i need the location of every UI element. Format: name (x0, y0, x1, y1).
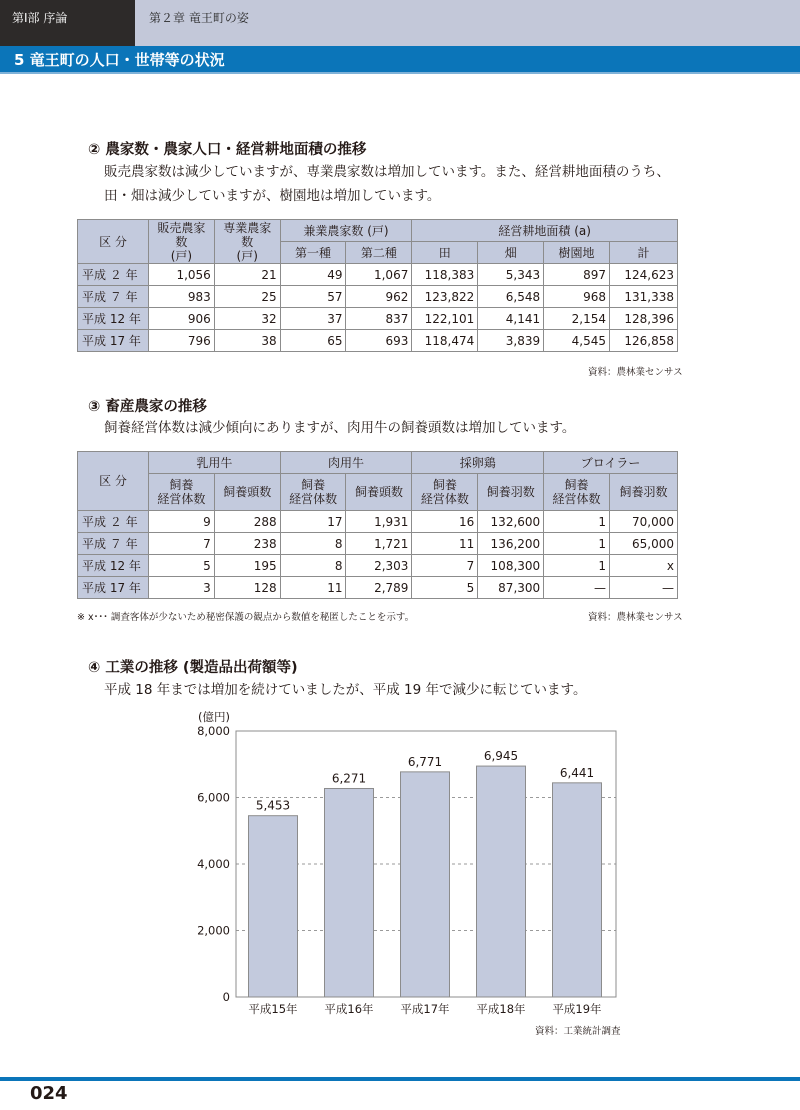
table-row (78, 264, 678, 286)
section-title: 5 竜王町の人口・世帯等の状況 (14, 51, 225, 69)
th-parttime-farms: 兼業農家数 (戸) (280, 220, 412, 242)
cell: 1,931 (346, 511, 412, 533)
th-category: 区 分 (78, 220, 149, 264)
cell: 2,154 (544, 308, 610, 330)
cell: 9 (148, 511, 214, 533)
bar-value-label: 5,453 (255, 798, 291, 813)
th-beef-cattle: 肉用牛 (280, 452, 412, 474)
cell: 123,822 (412, 286, 478, 308)
row-label: 平成 ７ 年 (78, 533, 149, 555)
cell: 8 (280, 555, 346, 577)
s4-body: 平成 18 年までは増加を続けていましたが、平成 19 年で減少に転じています。 (104, 682, 587, 698)
s2-body-line2: 田・畑は減少していますが、樹園地は増加しています。 (104, 188, 441, 204)
cell: 16 (412, 511, 478, 533)
cell: 37 (280, 308, 346, 330)
cell: 796 (148, 330, 214, 352)
y-axis-ticks (197, 724, 230, 1004)
x-tick-label: 平成17年 (400, 1002, 450, 1016)
cell: 4,141 (478, 308, 544, 330)
cell: 1 (544, 511, 610, 533)
cell: 128,396 (609, 308, 677, 330)
cell: 3 (148, 577, 214, 599)
cell: 65 (280, 330, 346, 352)
section-band (0, 46, 800, 72)
row-label: 平成 ２ 年 (78, 511, 149, 533)
bar (325, 788, 374, 997)
th-first-type: 第一種 (280, 242, 346, 264)
cell: 1,056 (148, 264, 214, 286)
th-sales-farms: 販売農家数 (戸) (148, 220, 214, 264)
cell: 906 (148, 308, 214, 330)
th-fulltime-farms: 専業農家数 (戸) (214, 220, 280, 264)
cell: 7 (148, 533, 214, 555)
s3-source: 資料：農林業センサス (588, 612, 683, 623)
cell: 968 (544, 286, 610, 308)
s4-title: ④ 工業の推移 (製造品出荷額等) (88, 660, 298, 676)
cell: 118,474 (412, 330, 478, 352)
bar (249, 816, 298, 997)
cell: 5,343 (478, 264, 544, 286)
shipment-value-chart (190, 708, 630, 1043)
th-broilers: ブロイラー (544, 452, 678, 474)
th-paddy: 田 (412, 242, 478, 264)
cell: 70,000 (609, 511, 677, 533)
x-tick-label: 平成19年 (552, 1002, 602, 1016)
y-tick-label: 2,000 (197, 923, 230, 938)
table-row (78, 533, 678, 555)
bar (401, 772, 450, 997)
chart-source: 資料：工業統計調査 (535, 1026, 621, 1037)
row-label: 平成 ７ 年 (78, 286, 149, 308)
cell: 288 (214, 511, 280, 533)
x-tick-label: 平成18年 (476, 1002, 526, 1016)
y-tick-label: 0 (222, 990, 230, 1004)
chapter-label: 第２章 竜王町の姿 (149, 11, 249, 25)
th-orchard: 樹園地 (544, 242, 610, 264)
th-field: 畑 (478, 242, 544, 264)
cell: 17 (280, 511, 346, 533)
cell: 87,300 (478, 577, 544, 599)
cell: 4,545 (544, 330, 610, 352)
y-tick-label: 4,000 (197, 857, 230, 871)
row-label: 平成 17 年 (78, 330, 149, 352)
livestock-table (77, 451, 678, 599)
cell: 57 (280, 286, 346, 308)
cell: 124,623 (609, 264, 677, 286)
th-beef-units: 飼養 経営体数 (280, 474, 346, 511)
y-tick-label: 6,000 (197, 790, 230, 805)
table-row (78, 286, 678, 308)
cell: x (609, 555, 677, 577)
cell: 11 (280, 577, 346, 599)
cell: 962 (346, 286, 412, 308)
cell: 38 (214, 330, 280, 352)
cell: 21 (214, 264, 280, 286)
table-row (78, 308, 678, 330)
th-layer-units: 飼養 経営体数 (412, 474, 478, 511)
row-label: 平成 12 年 (78, 555, 149, 577)
x-axis-ticks (248, 1002, 602, 1016)
th-layer-birds: 飼養羽数 (478, 474, 544, 511)
cell: 983 (148, 286, 214, 308)
cell: 25 (214, 286, 280, 308)
cell: 7 (412, 555, 478, 577)
cell: 3,839 (478, 330, 544, 352)
cell: 6,548 (478, 286, 544, 308)
y-axis-unit: (億円) (198, 710, 230, 724)
bar-value-label: 6,271 (331, 771, 367, 786)
cell: 49 (280, 264, 346, 286)
cell: 238 (214, 533, 280, 555)
cell: 108,300 (478, 555, 544, 577)
cell: — (609, 577, 677, 599)
th-category: 区 分 (78, 452, 149, 511)
x-tick-label: 平成16年 (324, 1002, 374, 1016)
cell: 131,338 (609, 286, 677, 308)
table-row (78, 330, 678, 352)
cell: 195 (214, 555, 280, 577)
cell: 8 (280, 533, 346, 555)
part-label: 第Ⅰ部 序論 (12, 11, 68, 25)
cell: 837 (346, 308, 412, 330)
th-layer-hens: 採卵鶏 (412, 452, 544, 474)
cell: 693 (346, 330, 412, 352)
bar (477, 766, 526, 997)
cell: 1,721 (346, 533, 412, 555)
cell: 2,789 (346, 577, 412, 599)
header-divider (0, 72, 800, 74)
cell: 5 (412, 577, 478, 599)
cell: 118,383 (412, 264, 478, 286)
farm-household-table (77, 219, 678, 352)
cell: 1 (544, 555, 610, 577)
th-farmland-area: 経営耕地面積 (a) (412, 220, 678, 242)
y-tick-label: 8,000 (197, 724, 230, 738)
bar (553, 783, 602, 997)
cell: 897 (544, 264, 610, 286)
th-broiler-birds: 飼養羽数 (609, 474, 677, 511)
th-dairy-cattle: 乳用牛 (148, 452, 280, 474)
cell: 1 (544, 533, 610, 555)
s3-title: ③ 畜産農家の推移 (88, 399, 207, 415)
th-dairy-units: 飼養 経営体数 (148, 474, 214, 511)
cell: 132,600 (478, 511, 544, 533)
s2-title: ② 農家数・農家人口・経営耕地面積の推移 (88, 142, 367, 158)
cell: 128 (214, 577, 280, 599)
s3-body: 飼養経営体数は減少傾向にありますが、肉用牛の飼養頭数は増加しています。 (104, 420, 576, 436)
bars (249, 766, 602, 997)
row-label: 平成 12 年 (78, 308, 149, 330)
bar-value-label: 6,771 (407, 754, 443, 769)
row-label: 平成 17 年 (78, 577, 149, 599)
x-tick-label: 平成15年 (248, 1002, 298, 1016)
th-total: 計 (609, 242, 677, 264)
th-broiler-units: 飼養 経営体数 (544, 474, 610, 511)
s2-body-line1: 販売農家数は減少していますが、専業農家数は増加しています。また、経営耕地面積のうち、 (104, 164, 670, 180)
cell: 32 (214, 308, 280, 330)
cell: — (544, 577, 610, 599)
cell: 11 (412, 533, 478, 555)
s3-note: ※ x･･･ 調査客体が少ないため秘密保護の観点から数値を秘匿したことを示す。 (77, 612, 415, 623)
row-label: 平成 ２ 年 (78, 264, 149, 286)
bar-value-label: 6,945 (483, 749, 519, 764)
part-tab (0, 0, 135, 46)
cell: 65,000 (609, 533, 677, 555)
chapter-tab (135, 0, 800, 46)
cell: 122,101 (412, 308, 478, 330)
th-second-type: 第二種 (346, 242, 412, 264)
footer-rule (0, 1077, 800, 1081)
table-row (78, 577, 678, 599)
bar-value-label: 6,441 (559, 765, 595, 780)
page-number: 024 (30, 1083, 68, 1104)
table-row (78, 555, 678, 577)
cell: 1,067 (346, 264, 412, 286)
th-dairy-heads: 飼養頭数 (214, 474, 280, 511)
table-row (78, 511, 678, 533)
cell: 136,200 (478, 533, 544, 555)
cell: 2,303 (346, 555, 412, 577)
cell: 5 (148, 555, 214, 577)
s2-source: 資料：農林業センサス (588, 367, 683, 378)
th-beef-heads: 飼養頭数 (346, 474, 412, 511)
cell: 126,858 (609, 330, 677, 352)
